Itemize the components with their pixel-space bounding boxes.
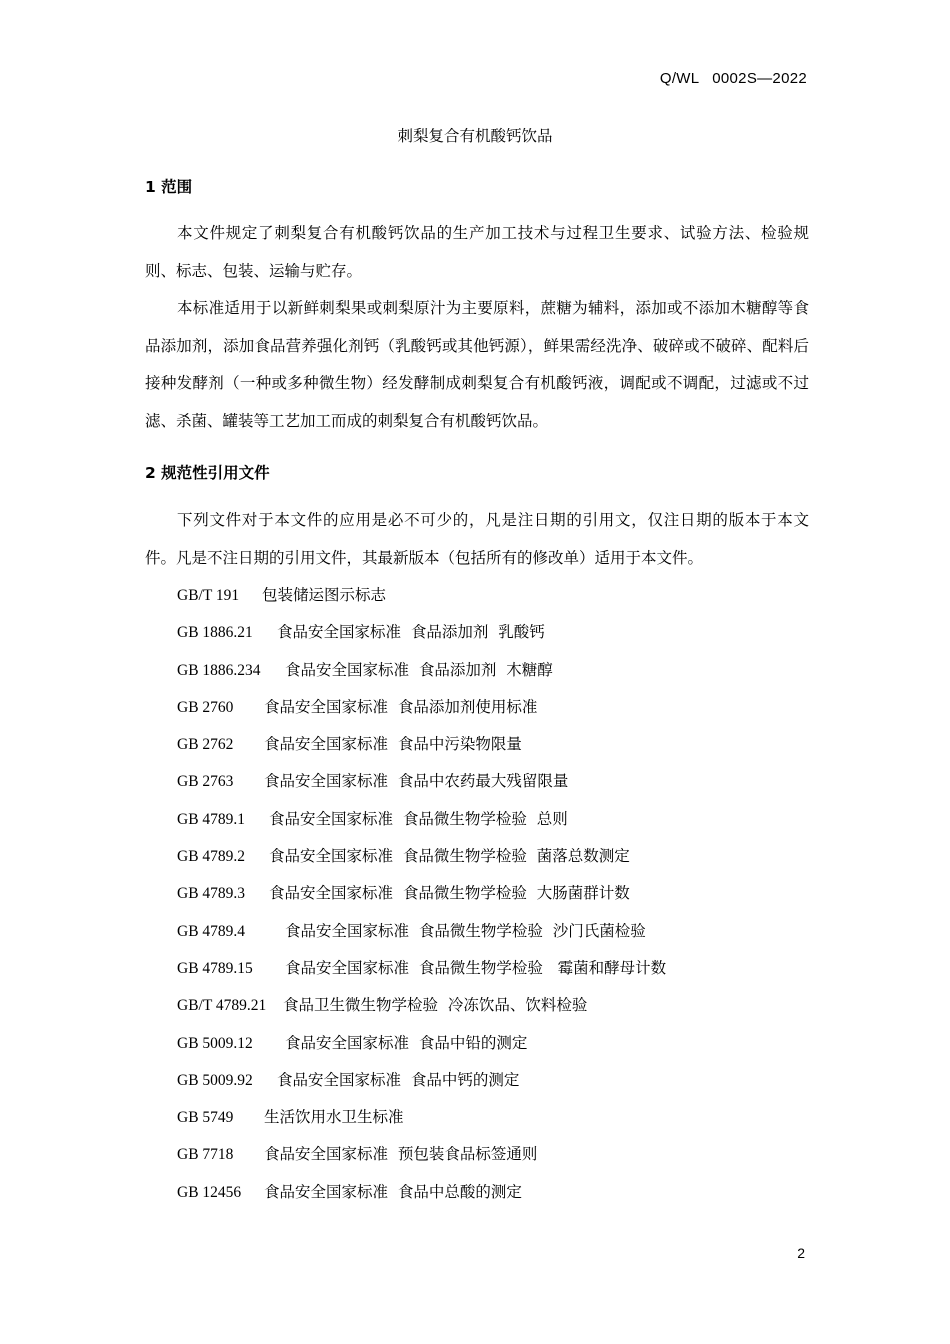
reference-name: 食品安全国家标准 食品添加剂 木糖醇: [285, 660, 553, 679]
reference-item: [177, 952, 666, 989]
reference-code: GB/T 4789.21: [177, 997, 267, 1015]
reference-item: [177, 989, 666, 1026]
reference-name: 食品安全国家标准 食品添加剂使用标准: [264, 697, 538, 716]
document-id: Q/WL 0002S—2022: [659, 70, 807, 87]
reference-item: [177, 728, 666, 765]
reference-code: GB 1886.234: [177, 661, 261, 679]
reference-name: 食品安全国家标准 食品中总酸的测定: [264, 1182, 522, 1201]
reference-code: GB 4789.4: [177, 922, 246, 940]
reference-code: GB/T 191: [177, 587, 240, 604]
reference-item: [177, 877, 666, 914]
reference-code: GB 7718: [177, 1146, 234, 1164]
reference-item: [177, 1027, 666, 1064]
reference-name: 食品安全国家标准 食品添加剂 乳酸钙: [277, 623, 545, 642]
scope-paragraph-2: 本标准适用于以新鲜刺梨果或刺梨原汁为主要原料，蔗糖为辅料，添加或不添加木糖醇等食品添加剂，添加食品营养强化剂钙（乳酸钙或其他钙源），鲜果需经洗净、破碎或不破碎、配料后接种发酵剂（一种或多种微生物）经发酵制成刺梨复合有机酸钙液，调配或不调配，过滤或不过滤、杀菌、罐装等工艺加工而成的刺梨复合有机酸钙饮品。: [145, 299, 809, 430]
reference-item: [177, 1064, 666, 1101]
reference-list: [177, 579, 666, 1213]
reference-name: 食品安全国家标准 食品中铅的测定: [285, 1033, 528, 1052]
section-heading-normative-references: 2 规范性引用文件: [145, 464, 270, 482]
reference-item: [177, 579, 666, 616]
reference-item: [177, 1138, 666, 1175]
reference-item: [177, 1101, 666, 1138]
reference-code: GB 4789.2: [177, 848, 246, 866]
document-title: 刺梨复合有机酸钙饮品: [397, 127, 553, 145]
reference-name: 食品安全国家标准 食品微生物学检验 菌落总数测定: [269, 847, 630, 866]
reference-name: 食品安全国家标准 食品中钙的测定: [277, 1070, 520, 1089]
reference-name: 生活饮用水卫生标准: [264, 1108, 404, 1127]
reference-code: GB 1886.21: [177, 624, 253, 642]
reference-code: GB 4789.3: [177, 885, 246, 903]
reference-code: GB 4789.1: [177, 810, 246, 828]
reference-item: [177, 840, 666, 877]
reference-code: GB 2762: [177, 736, 234, 754]
reference-name: 食品安全国家标准 食品微生物学检验 霉菌和酵母计数: [285, 958, 667, 977]
section-heading-scope: 1 范围: [145, 178, 193, 196]
scope-paragraph-1: 本文件规定了刺梨复合有机酸钙饮品的生产加工技术与过程卫生要求、试验方法、检验规则、标志、包装、运输与贮存。: [145, 224, 809, 280]
reference-item: [177, 803, 666, 840]
reference-name: 食品卫生微生物学检验 冷冻饮品、饮料检验: [283, 996, 588, 1015]
page-number: 2: [797, 1245, 805, 1261]
reference-item: [177, 1176, 666, 1213]
reference-name: 食品安全国家标准 食品中污染物限量: [264, 735, 522, 754]
reference-item: [177, 915, 666, 952]
reference-code: GB 2760: [177, 698, 234, 716]
reference-code: GB 5009.92: [177, 1071, 253, 1089]
reference-name: 包装储运图示标志: [262, 586, 387, 604]
reference-name: 食品安全国家标准 食品微生物学检验 沙门氏菌检验: [285, 921, 646, 940]
reference-name: 食品安全国家标准 食品微生物学检验 总则: [269, 809, 568, 828]
reference-name: 食品安全国家标准 预包装食品标签通则: [264, 1145, 538, 1164]
reference-code: GB 5009.12: [177, 1034, 253, 1052]
reference-name: 食品安全国家标准 食品中农药最大残留限量: [264, 772, 569, 791]
reference-item: [177, 691, 666, 728]
reference-code: GB 5749: [177, 1109, 234, 1127]
reference-name: 食品安全国家标准 食品微生物学检验 大肠菌群计数: [269, 884, 630, 903]
references-intro-paragraph: 下列文件对于本文件的应用是必不可少的，凡是注日期的引用文，仅注日期的版本于本文件。凡是不注日期的引用文件，其最新版本（包括所有的修改单）适用于本文件。: [145, 511, 809, 567]
reference-code: GB 2763: [177, 773, 234, 791]
reference-item: [177, 616, 666, 653]
reference-code: GB 4789.15: [177, 959, 253, 977]
reference-code: GB 12456: [177, 1183, 242, 1201]
reference-item: [177, 654, 666, 691]
reference-item: [177, 765, 666, 802]
